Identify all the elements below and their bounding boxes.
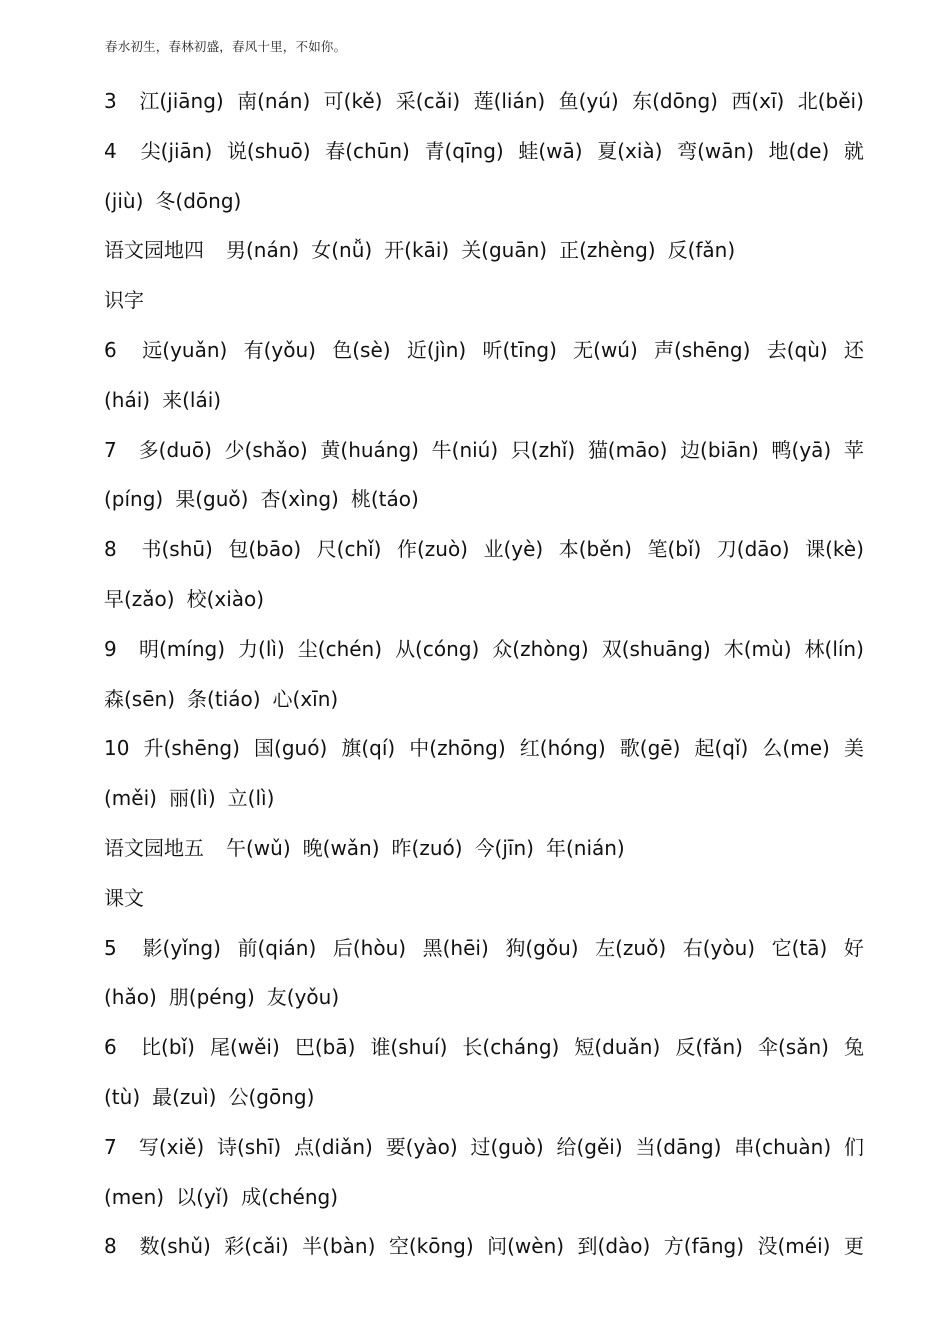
lesson-number: 8 (104, 1234, 117, 1259)
vocab-word: 当(dāng) (635, 1134, 722, 1159)
vocab-word: 包(bāo) (228, 537, 302, 562)
vocab-line (104, 77, 864, 127)
vocab-word: 去(qù) (766, 337, 828, 362)
vocab-word: 给(gěi) (556, 1134, 623, 1159)
vocab-word: 本(běn) (558, 537, 632, 562)
vocab-line (104, 675, 864, 725)
vocab-word: 色(sè) (332, 337, 391, 362)
vocab-line (104, 1123, 864, 1173)
vocab-word: (měi) (104, 786, 157, 811)
vocab-word: 猫(māo) (587, 437, 668, 462)
vocab-word: 过(guò) (470, 1134, 544, 1159)
vocab-word: 众(zhòng) (492, 636, 589, 661)
vocab-word: 有(yǒu) (243, 337, 316, 362)
lesson-number: 3 (104, 89, 117, 113)
vocab-word: 短(duǎn) (574, 1035, 661, 1060)
vocab-word: 国(guó) (254, 736, 328, 761)
vocabulary-list (104, 77, 864, 1272)
section-heading-line (104, 824, 864, 874)
vocab-word: 春(chūn) (325, 138, 410, 163)
vocab-word: 远(yuǎn) (142, 337, 228, 362)
vocab-word: 空(kōng) (388, 1234, 474, 1259)
vocab-word: 么(me) (762, 736, 830, 761)
lesson-number: 7 (104, 1134, 117, 1159)
vocab-word: 影(yǐng) (142, 935, 221, 960)
vocab-word: 问(wèn) (487, 1234, 565, 1259)
vocab-word: 们 (843, 1134, 864, 1159)
vocab-word: 右(yòu) (682, 935, 756, 960)
vocab-word: 正(zhèng) (559, 238, 656, 263)
vocab-line (104, 1222, 864, 1272)
vocab-line (104, 724, 864, 774)
vocab-word: 以(yǐ) (176, 1184, 230, 1209)
vocab-word: 最(zuì) (152, 1084, 217, 1109)
vocab-word: 尺(chǐ) (316, 537, 382, 562)
vocab-word: 还 (843, 337, 864, 362)
vocab-word: 旗(qí) (341, 736, 396, 761)
vocab-word: 可(kě) (323, 89, 383, 113)
vocab-word: 尘(chén) (297, 636, 383, 661)
vocab-word: 鱼(yú) (558, 89, 619, 113)
vocab-word: 从(cóng) (395, 636, 480, 661)
vocab-word: 鸭(yā) (771, 437, 832, 462)
vocab-word: 没(méi) (757, 1234, 831, 1259)
section-heading-line (104, 276, 864, 326)
vocab-word: 美 (843, 736, 864, 761)
vocab-word: 公(gōng) (228, 1084, 315, 1109)
vocab-word: 到(dào) (577, 1234, 651, 1259)
section-heading-line (104, 226, 864, 276)
vocab-word: 业(yè) (483, 537, 544, 562)
vocab-word: 女(nǚ) (311, 238, 373, 263)
vocab-word: 伞(sǎn) (757, 1035, 829, 1060)
vocab-word: 课(kè) (805, 537, 864, 562)
vocab-word: 好 (843, 935, 864, 960)
vocab-word: 近(jìn) (406, 337, 467, 362)
vocab-word: 北(běi) (797, 89, 864, 113)
vocab-word: 听(tīng) (482, 337, 557, 362)
vocab-line (104, 177, 864, 227)
vocab-word: 成(chéng) (241, 1184, 339, 1209)
vocab-word: 东(dōng) (632, 89, 718, 113)
vocab-word: 朋(péng) (168, 985, 255, 1010)
lesson-number: 9 (104, 636, 117, 661)
vocab-word: 力(lì) (238, 636, 285, 661)
vocab-word: 前(qián) (237, 935, 317, 960)
vocab-word: 采(cǎi) (395, 89, 461, 113)
lesson-number: 6 (104, 1035, 117, 1060)
vocab-word: 昨(zuó) (391, 835, 463, 860)
vocab-word: 黄(huáng) (320, 437, 419, 462)
vocab-word: 西(xī) (731, 89, 785, 113)
vocab-word: 半(bàn) (302, 1234, 376, 1259)
vocab-word: 晚(wǎn) (302, 835, 380, 860)
vocab-word: 长(cháng) (462, 1035, 560, 1060)
vocab-word: 数(shǔ) (139, 1234, 211, 1259)
vocab-word: (hǎo) (104, 985, 157, 1010)
lesson-number: 6 (104, 337, 117, 362)
header-note: 春水初生，春林初盛，春风十里，不如你。 (105, 39, 347, 54)
vocab-word: 笔(bǐ) (647, 537, 702, 562)
vocab-word: 巴(bā) (294, 1035, 356, 1060)
vocab-word: 午(wǔ) (226, 835, 291, 860)
vocab-word: 少(shǎo) (224, 437, 308, 462)
vocab-word: 多(duō) (138, 437, 212, 462)
vocab-word: 莲(lián) (473, 89, 546, 113)
vocab-word: 更 (843, 1234, 864, 1259)
vocab-word: 兔 (843, 1035, 864, 1060)
vocab-word: 木(mù) (723, 636, 792, 661)
vocab-word: 反(fǎn) (675, 1035, 743, 1060)
vocab-word: 方(fāng) (663, 1234, 745, 1259)
vocab-word: 狗(gǒu) (505, 935, 579, 960)
vocab-word: 诗(shī) (216, 1134, 282, 1159)
vocab-word: 尖(jiān) (140, 138, 213, 163)
vocab-line (104, 774, 864, 824)
vocab-word: 明(míng) (139, 636, 226, 661)
vocab-word: 反(fǎn) (667, 238, 736, 263)
vocab-word: 夏(xià) (597, 138, 663, 163)
vocab-word: 江(jiāng) (139, 89, 224, 113)
vocab-word: 边(biān) (680, 437, 759, 462)
section-heading-line (104, 874, 864, 924)
vocab-word: (jiù) (104, 188, 144, 213)
vocab-line (104, 376, 864, 426)
vocab-word: 地(de) (768, 138, 830, 163)
vocab-line (104, 426, 864, 476)
vocab-word: 它(tā) (771, 935, 828, 960)
vocab-line (104, 127, 864, 177)
section-heading: 语文园地四 (104, 238, 204, 263)
vocab-line (104, 475, 864, 525)
vocab-word: 条(tiáo) (187, 686, 261, 711)
vocab-line (104, 1023, 864, 1073)
vocab-word: 早(zǎo) (104, 586, 175, 611)
vocab-word: (tù) (104, 1084, 141, 1109)
vocab-word: 桃(táo) (350, 487, 419, 512)
vocab-word: 牛(niú) (431, 437, 499, 462)
section-heading: 课文 (104, 885, 144, 910)
vocab-word: (men) (104, 1184, 165, 1209)
vocab-word: 年(nián) (545, 835, 625, 860)
vocab-word: 串(chuàn) (734, 1134, 832, 1159)
vocab-word: 蛙(wā) (518, 138, 583, 163)
vocab-word: 男(nán) (226, 238, 300, 263)
vocab-word: 只(zhǐ) (510, 437, 576, 462)
vocab-line (104, 575, 864, 625)
vocab-word: 写(xiě) (138, 1134, 205, 1159)
vocab-word: 冬(dōng) (155, 188, 242, 213)
section-heading: 语文园地五 (104, 835, 204, 860)
lesson-number: 4 (104, 138, 117, 163)
vocab-word: 今(jīn) (474, 835, 534, 860)
vocab-word: 关(guān) (461, 238, 548, 263)
vocab-line (104, 1173, 864, 1223)
vocab-word: 友(yǒu) (266, 985, 340, 1010)
vocab-word: 杏(xìng) (260, 487, 339, 512)
vocab-line (104, 326, 864, 376)
vocab-line (104, 973, 864, 1023)
vocab-word: 苹 (843, 437, 864, 462)
vocab-word: 校(xiào) (186, 586, 265, 611)
vocab-word: 升(shēng) (143, 736, 240, 761)
vocab-word: 开(kāi) (384, 238, 450, 263)
vocab-word: 无(wú) (573, 337, 638, 362)
lesson-number: 8 (104, 537, 117, 562)
vocab-word: 果(guǒ) (175, 487, 249, 512)
vocab-line (104, 625, 864, 675)
vocab-word: 比(bǐ) (141, 1035, 195, 1060)
vocab-word: 点(diǎn) (294, 1134, 373, 1159)
vocab-word: 就 (843, 138, 864, 163)
vocab-word: 彩(cǎi) (224, 1234, 289, 1259)
vocab-word: 刀(dāo) (716, 537, 790, 562)
vocab-word: (hái) (104, 387, 151, 412)
lesson-number: 10 (104, 736, 130, 761)
vocab-word: 后(hòu) (332, 935, 407, 960)
vocab-word: 来(lái) (162, 387, 222, 412)
lesson-number: 7 (104, 437, 117, 462)
vocab-line (104, 924, 864, 974)
vocab-word: 要(yào) (385, 1134, 458, 1159)
section-heading: 识字 (104, 288, 144, 313)
vocab-word: 黑(hēi) (422, 935, 489, 960)
vocab-line (104, 525, 864, 575)
vocab-word: 中(zhōng) (409, 736, 506, 761)
vocab-word: 作(zuò) (396, 537, 468, 562)
lesson-number: 5 (104, 935, 117, 960)
vocab-word: 书(shū) (141, 537, 213, 562)
vocab-word: 起(qǐ) (694, 736, 749, 761)
vocab-line (104, 1073, 864, 1123)
vocab-word: 林(lín) (804, 636, 864, 661)
vocab-word: 立(lì) (227, 786, 275, 811)
vocab-word: 弯(wān) (677, 138, 755, 163)
vocab-word: 谁(shuí) (370, 1035, 448, 1060)
vocab-word: 声(shēng) (654, 337, 751, 362)
vocab-word: 尾(wěi) (209, 1035, 280, 1060)
vocab-word: 青(qīng) (424, 138, 504, 163)
vocab-word: 说(shuō) (226, 138, 311, 163)
vocab-word: 左(zuǒ) (595, 935, 667, 960)
vocab-word: (píng) (104, 487, 164, 512)
vocab-word: 森(sēn) (104, 686, 176, 711)
vocab-word: 南(nán) (237, 89, 311, 113)
vocab-word: 歌(gē) (619, 736, 681, 761)
vocab-word: 心(xīn) (272, 686, 339, 711)
vocab-word: 双(shuāng) (601, 636, 711, 661)
vocab-word: 红(hóng) (519, 736, 606, 761)
vocab-word: 丽(lì) (168, 786, 216, 811)
